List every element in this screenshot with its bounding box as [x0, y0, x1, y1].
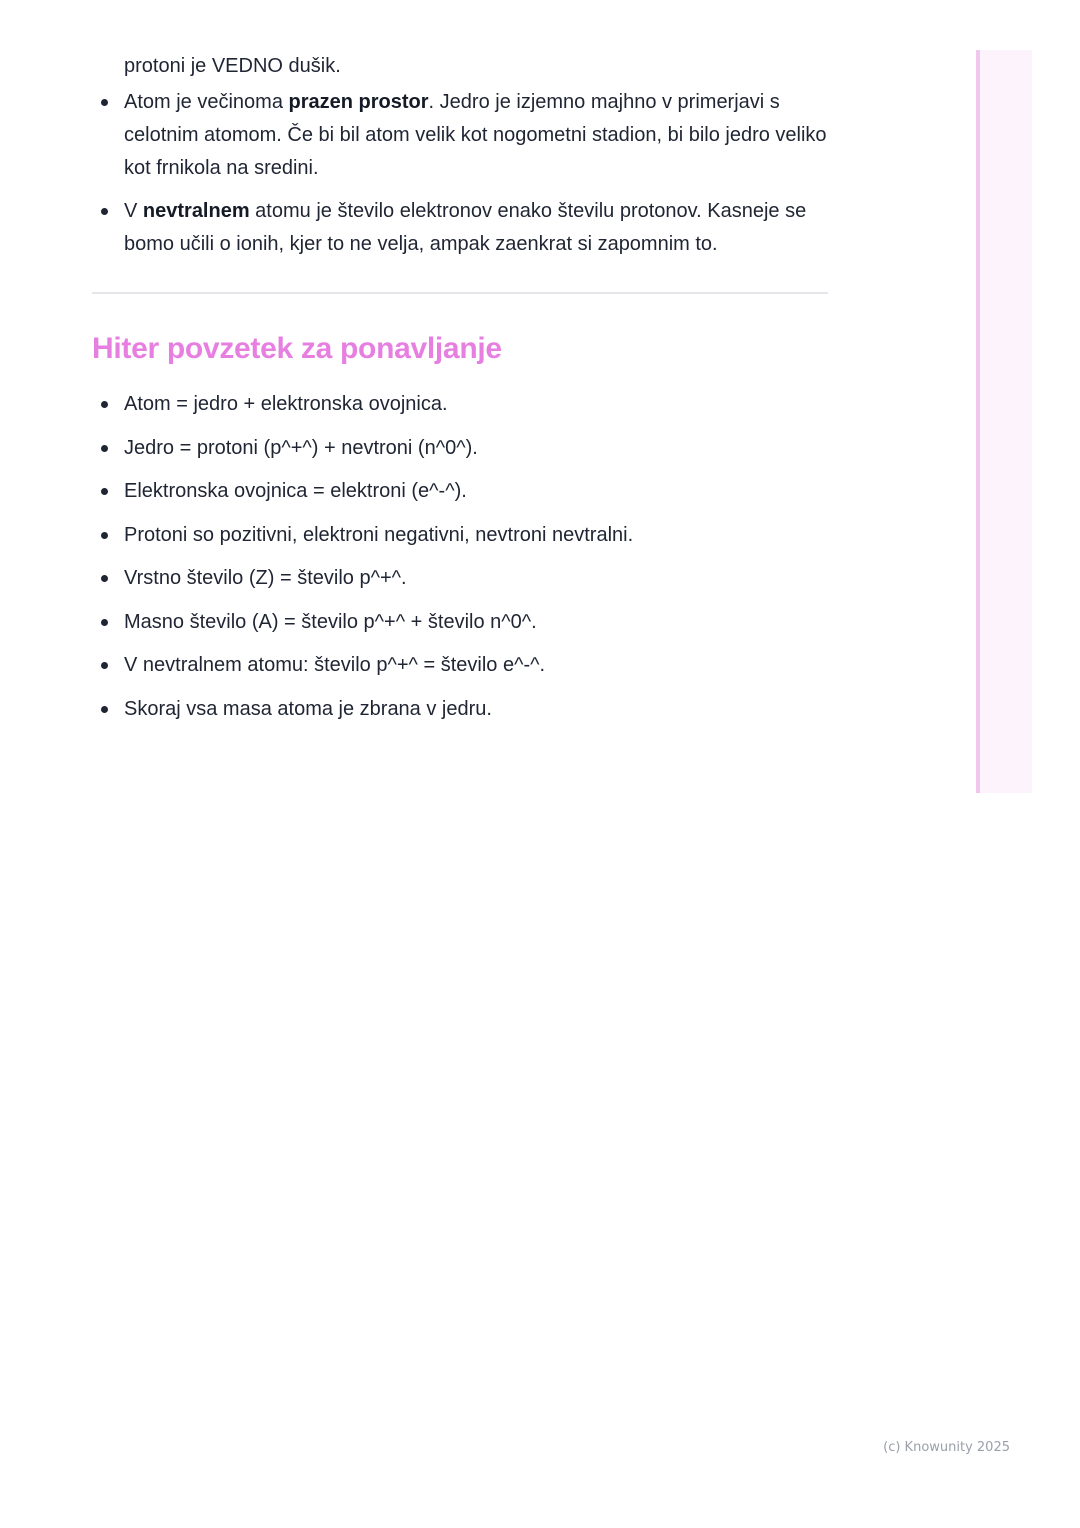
summary-list — [92, 388, 828, 726]
side-accent-strip — [976, 50, 1032, 793]
bold-term: nevtralnem — [142, 200, 250, 222]
list-item: Vrstno število (Z) = število p^+^. — [92, 562, 828, 595]
bold-term: prazen prostor — [288, 91, 429, 113]
list-item: Jedro = protoni (p^+^) + nevtroni (n^0^). — [92, 432, 828, 465]
copyright-footer: (c) Knowunity 2025 — [883, 1440, 1010, 1455]
list-item: V nevtralnem atomu je število elektronov enako številu protonov. Kasneje se bomo učili o ionih, kjer to ne velja, ampak zaenkrat si zapomnim to. — [92, 195, 828, 261]
list-item: Atom je večinoma prazen prostor. Jedro je izjemno majhno v primerjavi s celotnim atomom. Če bi bil atom velik kot nogometni stadion, bi bilo jedro veliko kot frnikola na sredini. — [92, 86, 828, 185]
list-item: Atom = jedro + elektronska ovojnica. — [92, 388, 828, 421]
section-title: Hiter povzetek za ponavljanje — [92, 332, 502, 365]
list-item: Protoni so pozitivni, elektroni negativni, nevtroni nevtralni. — [92, 519, 828, 552]
document-content — [92, 50, 828, 736]
list-item: Masno število (A) = število p^+^ + število n^0^. — [92, 606, 828, 639]
list-item: Skoraj vsa masa atoma je zbrana v jedru. — [92, 693, 828, 726]
list-item: V nevtralnem atomu: število p^+^ = število e^-^. — [92, 649, 828, 682]
facts-list — [92, 86, 828, 261]
continued-text: protoni je VEDNO dušik. — [124, 55, 341, 77]
list-item: Elektronska ovojnica = elektroni (e^-^). — [92, 475, 828, 508]
section-divider — [92, 292, 828, 294]
